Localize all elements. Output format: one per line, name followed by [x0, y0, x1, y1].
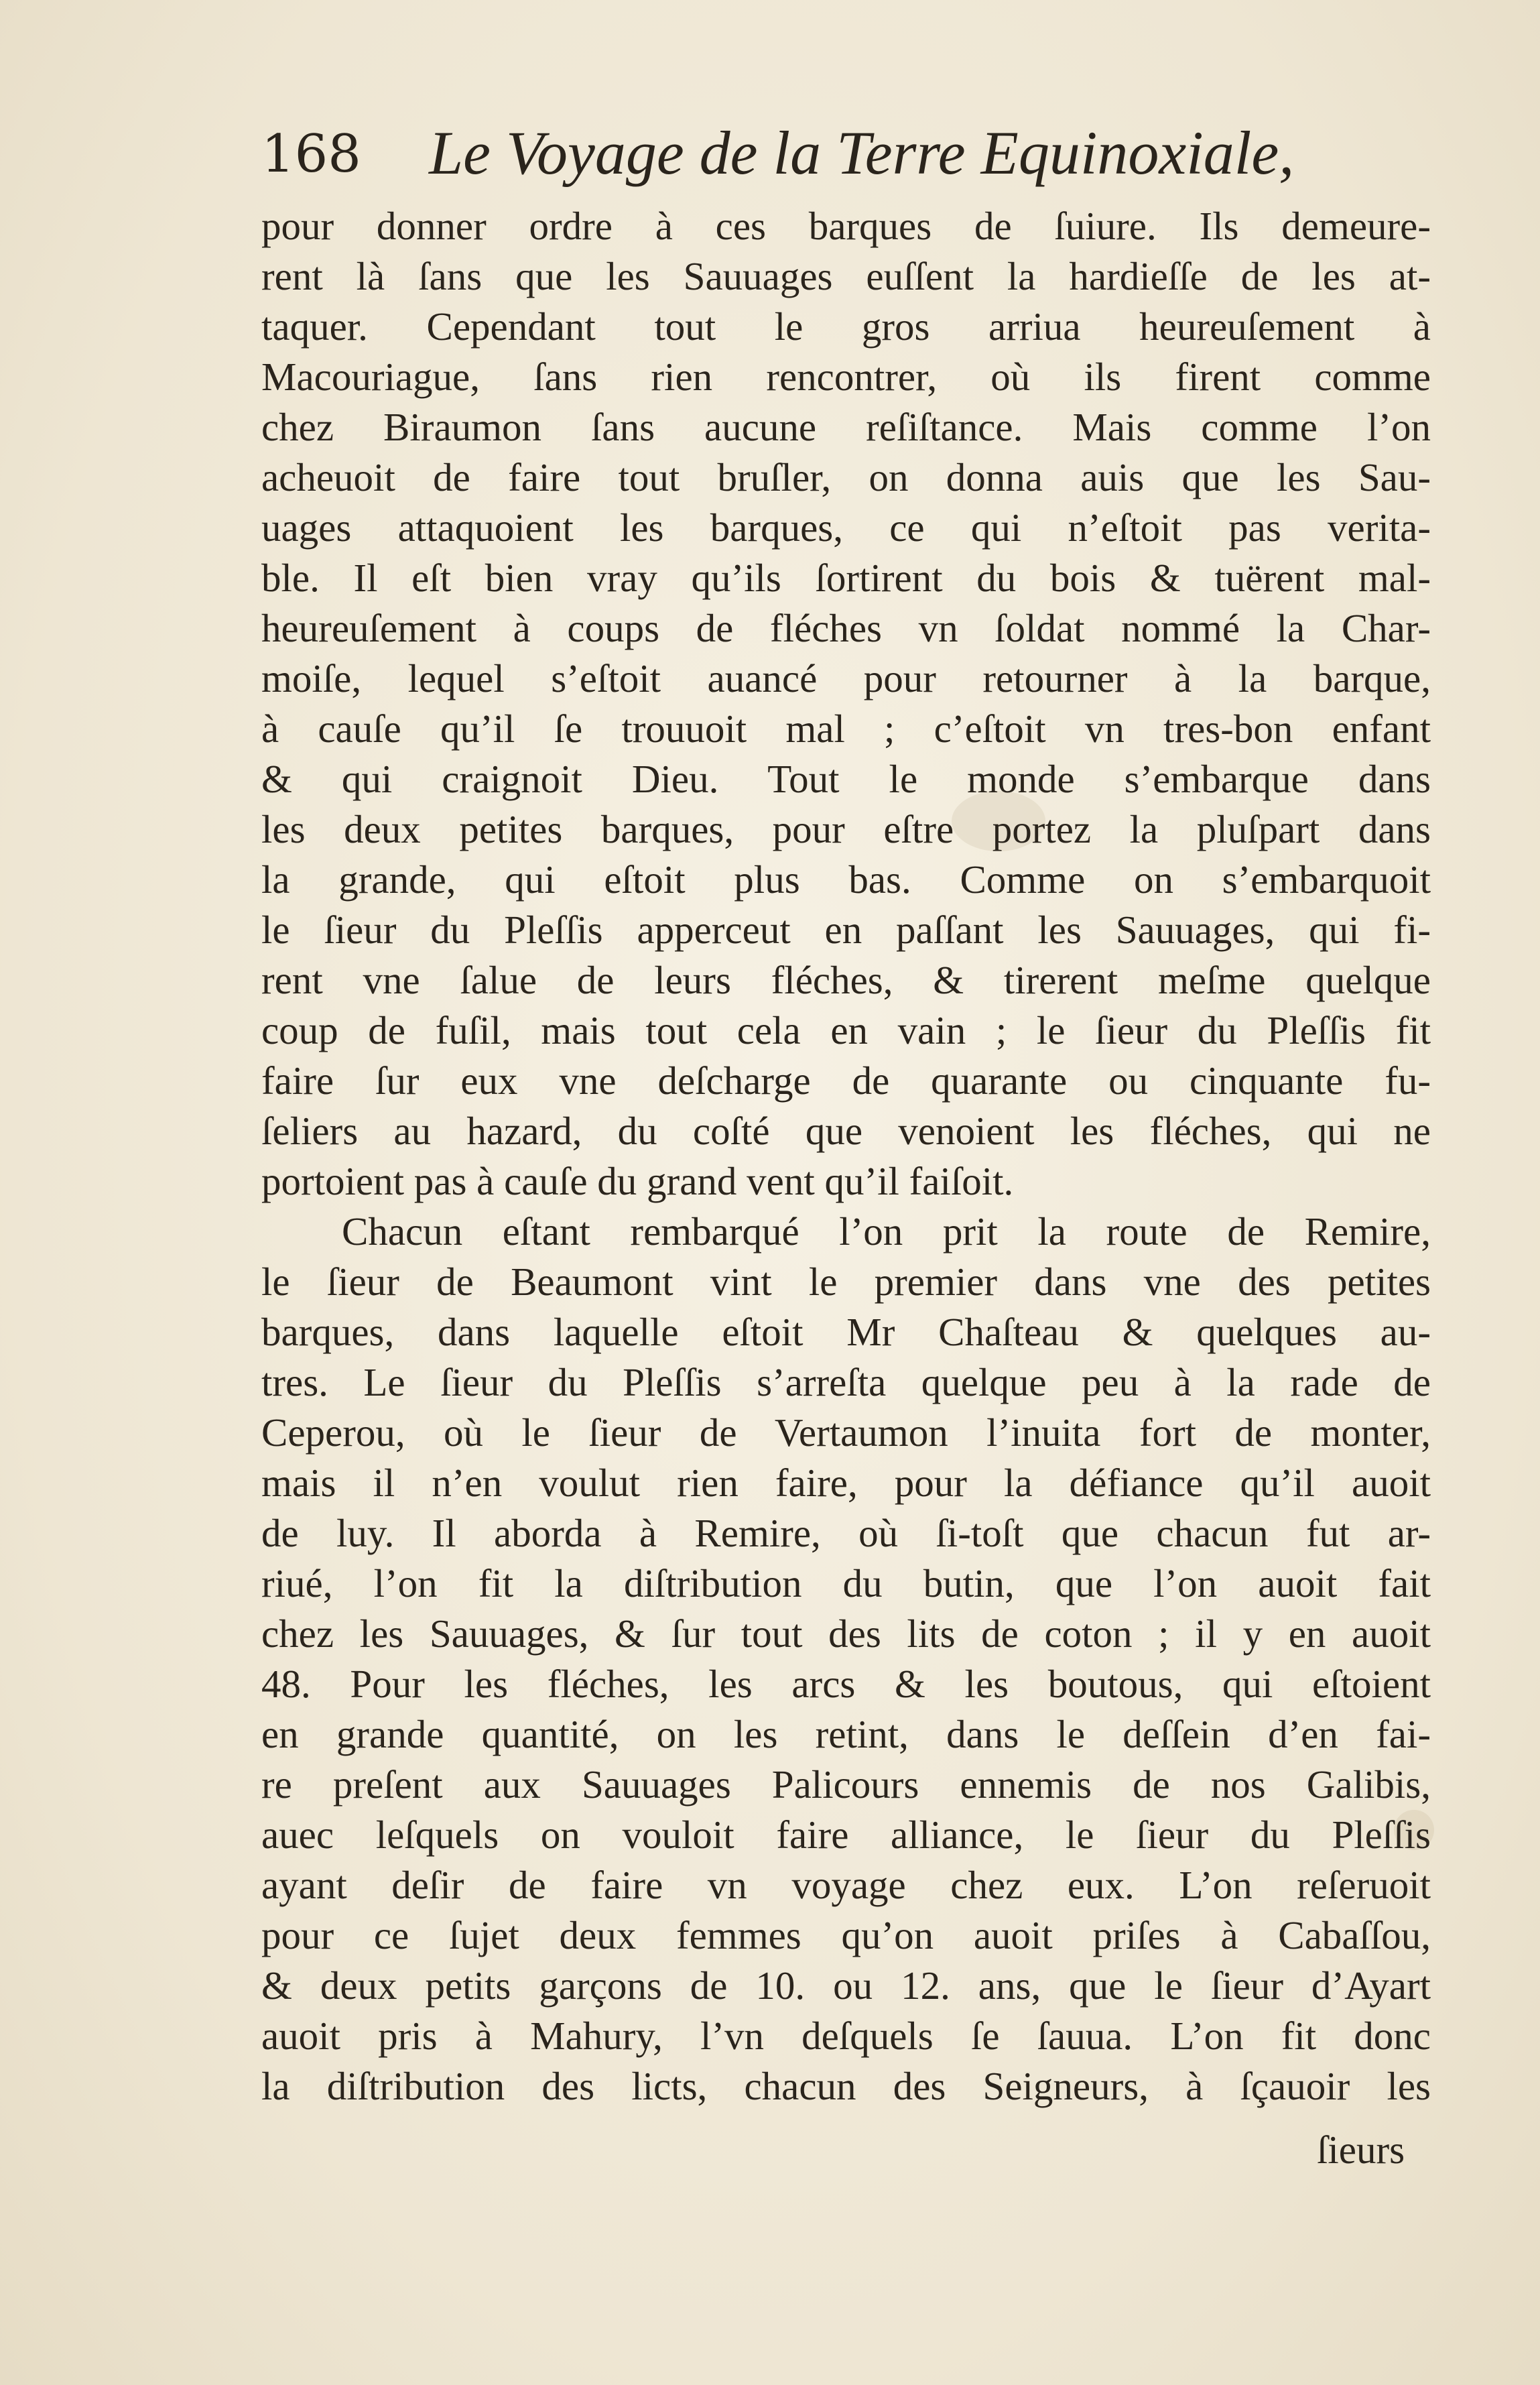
text-line: Ceperou, où le ſieur de Vertaumon l’inuita fort de monter,: [261, 1410, 1431, 1455]
text-line: portoient pas à cauſe du grand vent qu’il faiſoit.: [261, 1159, 1014, 1203]
page-number: 168: [261, 124, 361, 184]
text-line: la grande, qui eſtoit plus bas. Comme on s’embarquoit: [261, 857, 1431, 902]
text-line: 48. Pour les fléches, les arcs & les boutous, qui eſtoient: [261, 1662, 1431, 1706]
text-line: ble. Il eſt bien vray qu’ils ſortirent du bois & tuërent mal-: [261, 556, 1431, 600]
body-text: [261, 201, 1431, 2112]
text-line: la diſtribution des licts, chacun des Seigneurs, à ſçauoir les: [261, 2064, 1431, 2108]
text-line: Macouriague, ſans rien rencontrer, où ils firent comme: [261, 355, 1431, 399]
text-line: auoit pris à Mahury, l’vn deſquels ſe ſauua. L’on fit donc: [261, 2014, 1431, 2058]
text-line: re preſent aux Sauuages Palicours ennemis de nos Galibis,: [261, 1762, 1431, 1807]
text-line: pour ce ſujet deux femmes qu’on auoit priſes à Cabaſſou,: [261, 1913, 1431, 1957]
text-line: auec leſquels on vouloit faire alliance, le ſieur du Pleſſis: [261, 1813, 1431, 1857]
text-line: Chacun eſtant rembarqué l’on prit la route de Remire,: [342, 1209, 1431, 1253]
text-line: de luy. Il aborda à Remire, où ſi-toſt que chacun fut ar-: [261, 1511, 1431, 1555]
text-line: chez Biraumon ſans aucune reſiſtance. Mais comme l’on: [261, 405, 1431, 449]
text-line: barques, dans laquelle eſtoit Mr Chaſteau & quelques au-: [261, 1310, 1431, 1354]
text-line: pour donner ordre à ces barques de ſuiure. Ils demeure-: [261, 204, 1431, 248]
text-line: uages attaquoient les barques, ce qui n’eſtoit pas verita-: [261, 505, 1431, 550]
text-line: faire ſur eux vne deſcharge de quarante ou cinquante fu-: [261, 1058, 1431, 1103]
text-line: en grande quantité, on les retint, dans le deſſein d’en fai-: [261, 1712, 1431, 1756]
text-line: rent là ſans que les Sauuages euſſent la hardieſſe de les at-: [261, 254, 1431, 298]
text-line: les deux petites barques, pour eſtre portez la pluſpart dans: [261, 807, 1431, 851]
text-line: & deux petits garçons de 10. ou 12. ans, que le ſieur d’Ayart: [261, 1963, 1431, 2008]
text-line: le ſieur du Pleſſis apperceut en paſſant les Sauuages, qui fi-: [261, 908, 1431, 952]
text-line: acheuoit de faire tout bruſler, on donna auis que les Sau-: [261, 455, 1431, 499]
text-line: rent vne ſalue de leurs fléches, & tirerent meſme quelque: [261, 958, 1431, 1002]
text-line: heureuſement à coups de fléches vn ſoldat nommé la Char-: [261, 606, 1431, 650]
text-line: tres. Le ſieur du Pleſſis s’arreſta quelque peu à la rade de: [261, 1360, 1431, 1404]
text-line: moiſe, lequel s’eſtoit auancé pour retourner à la barque,: [261, 656, 1431, 700]
catchword: ſieurs: [1317, 2128, 1405, 2172]
text-line: taquer. Cependant tout le gros arriua heureuſement à: [261, 304, 1431, 349]
text-line: le ſieur de Beaumont vint le premier dans vne des petites: [261, 1260, 1431, 1304]
running-title: Le Voyage de la Terre Equinoxiale,: [429, 119, 1295, 187]
text-line: chez les Sauuages, & ſur tout des lits de coton ; il y en auoit: [261, 1611, 1431, 1656]
text-line: & qui craignoit Dieu. Tout le monde s’embarque dans: [261, 757, 1431, 801]
text-line: coup de fuſil, mais tout cela en vain ; le ſieur du Pleſſis fit: [261, 1008, 1431, 1052]
page-header: [261, 111, 1320, 198]
text-line: ſeliers au hazard, du coſté que venoient les fléches, qui ne: [261, 1109, 1431, 1153]
text-line: ayant deſir de faire vn voyage chez eux. L’on reſeruoit: [261, 1863, 1431, 1907]
text-line: riué, l’on fit la diſtribution du butin, que l’on auoit fait: [261, 1561, 1431, 1605]
text-line: à cauſe qu’il ſe trouuoit mal ; c’eſtoit vn tres-bon enfant: [261, 707, 1431, 751]
text-line: mais il n’en voulut rien faire, pour la défiance qu’il auoit: [261, 1461, 1431, 1505]
